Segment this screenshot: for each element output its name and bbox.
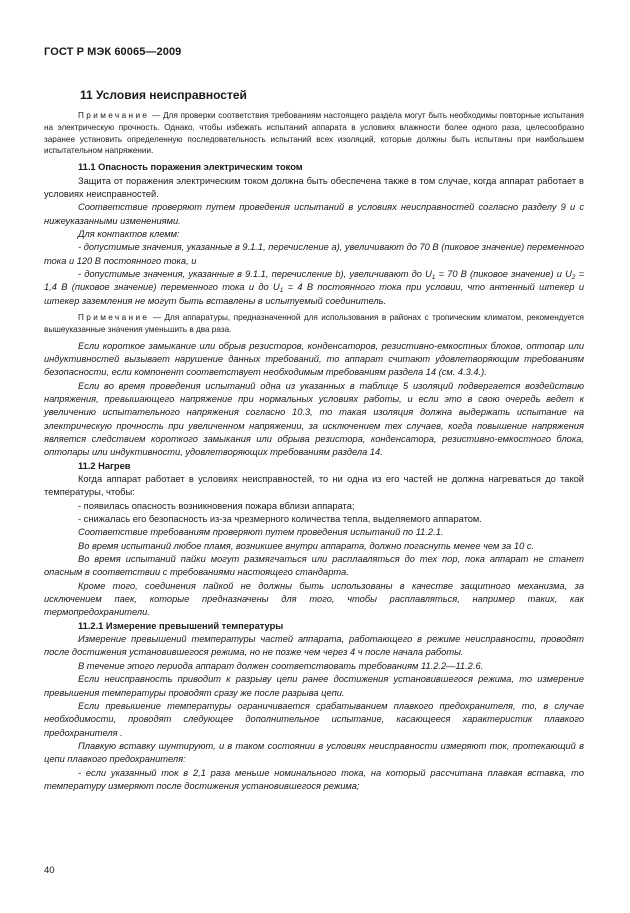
note-text: — Для аппаратуры, предназначенной для использования в районах с тропическим климатом, рекомендуется вышеуказанные значения уменьшить в два раза.: [44, 312, 584, 334]
paragraph: Во время испытаний любое пламя, возникшее внутри аппарата, должно погаснуть менее чем за 10 с.: [78, 540, 535, 551]
paragraph: Когда аппарат работает в условиях неисправностей, то ни одна из его частей не должна нагреваться до такой температуры, чтобы:: [44, 474, 584, 498]
paragraph: Измерение превышений температуры частей аппарата, работающего в режиме неисправности, проводят после достижения установившегося режима, но не позже чем через 4 ч после начала работы.: [44, 634, 584, 658]
paragraph: Для контактов клемм:: [78, 228, 180, 239]
note-paragraph: [44, 110, 584, 157]
section-title: 11 Условия неисправностей: [80, 88, 247, 102]
paragraph: Соответствие требованиям проверяют путем проведения испытаний по 11.2.1.: [78, 527, 444, 538]
text-span: - допустимые значения, указанные в 9.1.1, перечисление b), увеличивают до U: [78, 268, 432, 279]
paragraph: Если во время проведения испытаний одна из указанных в таблице 5 изоляций подвергается воздействию напряжения, превышающего напряжение при нормальных условиях работы, и если это в свою очередь ведет к увеличению испытательного напряжения согласно 10.3, то такая изоляция должна выдержать испытание на электрическую прочность при увеличенном напряжении, за исключением тех случаев, когда повышение напряжения является следствием короткого замыкания или обрыва резистора, конденсатора, резистивно-емкостного блока, оптопары или индуктивности, удовлетворяющих требованиям раздела 14.: [44, 380, 584, 458]
paragraph: В течение этого периода аппарат должен соответствовать требованиям 11.2.2—11.2.6.: [78, 660, 484, 671]
subsection-title-11-2: 11.2 Нагрев: [78, 460, 131, 471]
list-item: - появилась опасность возникновения пожара вблизи аппарата;: [78, 500, 355, 511]
note-paragraph: [44, 312, 584, 336]
document-body: [44, 110, 584, 793]
paragraph: Если превышение температуры ограничивается срабатыванием плавкого предохранителя, то, в случае необходимости, проводят следующее дополнительное испытание, касающееся характеристик плавкого предохранителя .: [44, 700, 584, 738]
subsection-title-11-2-1: 11.2.1 Измерение превышений температуры: [78, 620, 284, 631]
list-item: - снижалась его безопасность из-за чрезмерного количества тепла, выделяемого аппаратом.: [78, 514, 482, 525]
paragraph: Если неисправность приводит к разрыву цепи ранее достижения установившегося режима, то измерение превышения температуры проводят сразу же после разрыва цепи.: [44, 674, 584, 698]
text-span: = 70 В (пиковое значение) и U: [435, 268, 572, 279]
document-header: ГОСТ Р МЭК 60065—2009: [44, 46, 182, 58]
text-span: = 1,4 В (пиковое значение) переменного тока и до U: [44, 268, 585, 293]
paragraph: Соответствие проверяют путем проведения испытаний в условиях неисправностей согласно разделу 9 и с нижеуказанными изменениями.: [44, 202, 584, 226]
paragraph: Во время испытаний пайки могут размягчаться или расплавляться до тех пор, пока аппарат не станет опасным в соответствии с требованиями настоящего стандарта.: [44, 554, 584, 578]
note-text: — Для проверки соответствия требованиям настоящего раздела могут быть необходимы повторные испытания на электрическую прочность. Однако, чтобы избежать испытаний аппарата в условиях влажности более одного раза, целесообразно заранее установить определенную последовательность испытаний всех изоляций, которые должны быть испытаны при наибольшем испытательном напряжении.: [44, 111, 584, 156]
list-item: [44, 268, 584, 308]
paragraph: Если короткое замыкание или обрыв резисторов, конденсаторов, резистивно-емкостных блоков, оптопар или индуктивностей вызывает нарушение данных требований, то аппарат считают удовлетворяющим требованиям безопасности, если компонент соответствует необходимым требованиям раздела 14 (см. 4.3.4.).: [44, 340, 584, 378]
paragraph: Плавкую вставку шунтируют, и в таком состоянии в условиях неисправности измеряют ток, протекающий в цепи плавкого предохранителя:: [44, 740, 584, 765]
list-item: - допустимые значения, указанные в 9.1.1, перечисление а), увеличивают до 70 В (пиковое значение) переменного тока и 120 В постоянного тока, и: [44, 242, 584, 266]
page-number: 40: [44, 865, 55, 876]
list-item: - если указанный ток в 2,1 раза меньше номинального тока, на который рассчитана плавкая вставка, то температуру измеряют после достижения установившегося режима;: [44, 767, 584, 791]
subsection-title-11-1: 11.1 Опасность поражения электрическим током: [78, 162, 303, 173]
note-label: Примечание: [78, 312, 150, 322]
note-label: Примечание: [78, 111, 150, 120]
subscript: 1: [279, 287, 284, 295]
subscript: 2: [571, 273, 576, 281]
text-span: = 4 В постоянного тока при условии, что антенный штекер и штекер заземления не могут быть вставлены в испытуемый соединитель.: [44, 282, 584, 306]
paragraph: Кроме того, соединения пайкой не должны быть использованы в качестве защитного механизма, за исключением паек, которые предназначены для того, чтобы расплавляться, например таких, как термопредохранители.: [44, 580, 584, 618]
subscript: 1: [431, 273, 436, 281]
paragraph: Защита от поражения электрическим током должна быть обеспечена также в том случае, когда аппарат работает в условиях неисправностей.: [44, 175, 584, 199]
